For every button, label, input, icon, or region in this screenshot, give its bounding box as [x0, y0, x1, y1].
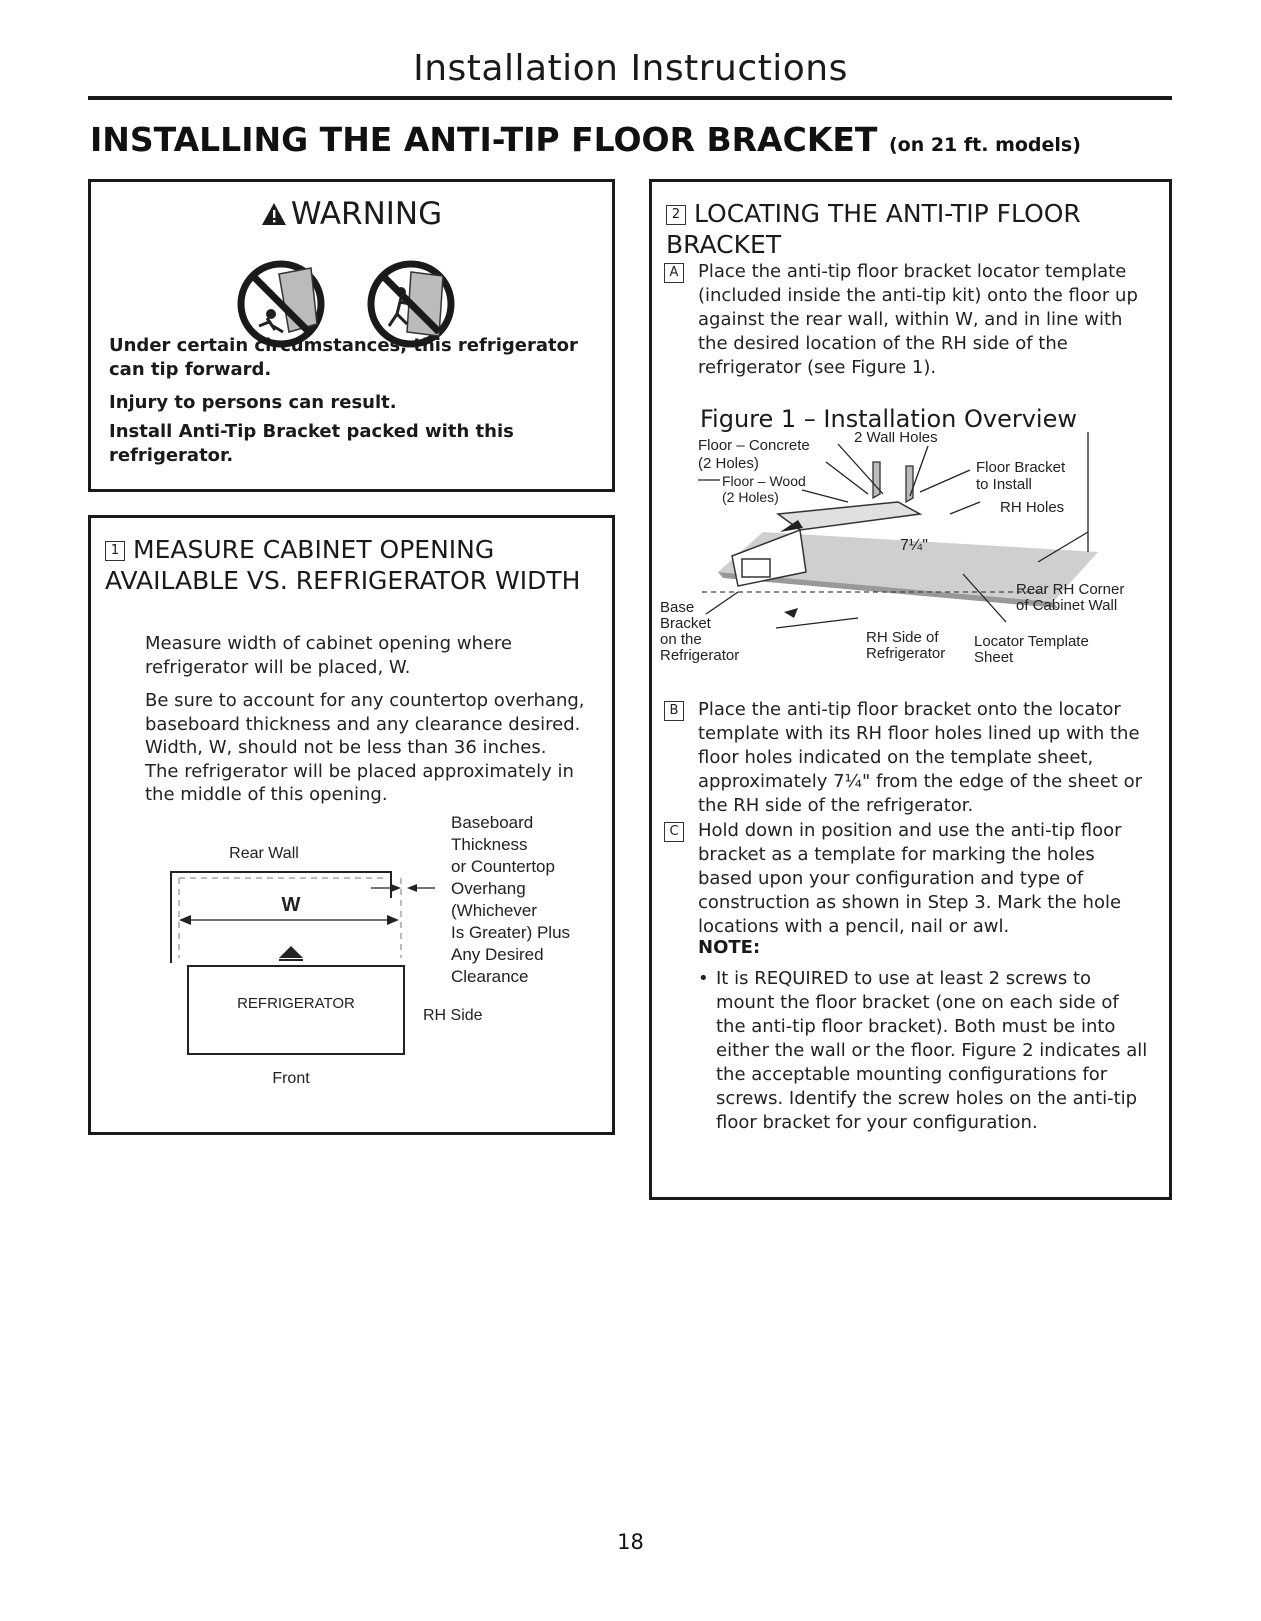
- note-text: It is REQUIRED to use at least 2 screws to mount the floor bracket (one on each side of the anti-tip floor bracket). Both must be into either the wall or the floor. Figure 2 indicates all the acceptable mounting configurations for screws. Identify the screw holes on the anti-tip floor bracket for your configuration.: [716, 968, 1148, 1133]
- item-b-label: B: [664, 701, 684, 721]
- width-w-label: W: [281, 894, 301, 916]
- climb-hazard-icon: [371, 264, 451, 344]
- section-title: [90, 120, 1081, 159]
- to-install-label: to Install: [976, 476, 1032, 493]
- baseboard-line-6: Is Greater) Plus: [451, 923, 571, 942]
- locator-template-label: Locator Template: [974, 633, 1089, 650]
- step1-paragraph-1: Measure width of cabinet opening where refrigerator will be placed, W.: [145, 633, 513, 678]
- warning-triangle-icon: [261, 198, 287, 234]
- page-header-title: Installation Instructions: [413, 48, 848, 89]
- step1-paragraph-2: Be sure to account for any countertop overhang, baseboard thickness and any clearance desired. Width, W, should not be less than 36 inches. The refrigerator will be placed approximately in the middle of this opening.: [145, 690, 585, 805]
- step1-number: 1: [105, 541, 125, 561]
- note-heading: NOTE:: [698, 937, 761, 958]
- rh-side-label: RH Side: [423, 1007, 483, 1024]
- cabinet-width-diagram: [151, 808, 591, 1098]
- floor-wood-label: Floor – Wood: [722, 473, 806, 489]
- warning-line-2: Injury to persons can result.: [109, 392, 397, 413]
- floor-bracket-label: Floor Bracket: [976, 459, 1066, 476]
- item-a-text: Place the anti-tip floor bracket locator template (included inside the anti-tip kit) onto the floor up against the rear wall, within W, and in line with the desired location of the RH side of the refrigerator (see Figure 1).: [698, 261, 1138, 378]
- baseboard-line-7: Any Desired: [451, 945, 544, 964]
- step2-item-a: [664, 260, 1144, 380]
- item-c-label: C: [664, 822, 684, 842]
- step2-heading-text: LOCATING THE ANTI-TIP FLOOR BRACKET: [666, 199, 1081, 259]
- step1-heading: [105, 534, 585, 596]
- item-b-text: Place the anti-tip floor bracket onto the locator template with its RH floor holes lined up with the floor holes indicated on the template sheet, approximately 7¼" from the edge of the sheet or the RH side of the refrigerator.: [698, 699, 1143, 816]
- step1-box: [88, 515, 615, 1135]
- wall-holes-label: 2 Wall Holes: [854, 432, 938, 446]
- baseboard-line-2: Thickness: [451, 835, 528, 854]
- installation-overview-diagram: [658, 432, 1128, 682]
- baseboard-line-5: (Whichever: [451, 901, 537, 920]
- page-number: 18: [617, 1530, 644, 1554]
- base-label: Base: [660, 599, 695, 616]
- item-c-text: Hold down in position and use the anti-tip floor bracket as a template for marking the holes based upon your configuration and type of construction as shown in Step 3. Mark the hole locations with a pencil, nail or awl.: [698, 820, 1122, 937]
- warning-line-1: Under certain circumstances, this refrigerator can tip forward.: [109, 335, 578, 380]
- step2-box: [649, 179, 1172, 1200]
- cabinet-wall-label: of Cabinet Wall: [1016, 597, 1118, 614]
- step2-number: 2: [666, 205, 686, 225]
- step2-item-b: [664, 698, 1144, 818]
- warning-heading: [91, 196, 612, 234]
- bracket-label: Bracket: [660, 615, 711, 632]
- warning-heading-text: WARNING: [290, 196, 443, 232]
- sheet-label: Sheet: [974, 649, 1014, 666]
- header-rule: [88, 96, 1172, 100]
- warning-line-3: Install Anti-Tip Bracket packed with this refrigerator.: [109, 421, 514, 466]
- note-item: [698, 967, 1148, 1135]
- step1-body: [145, 632, 585, 817]
- on-the-label: on the: [660, 631, 702, 648]
- refrigerator-label: REFRIGERATOR: [237, 995, 355, 1012]
- section-title-main: INSTALLING THE ANTI-TIP FLOOR BRACKET: [90, 120, 878, 159]
- two-holes-label-1: (2 Holes): [698, 455, 759, 472]
- tip-hazard-icon: [241, 264, 321, 344]
- refrigerator-label-1: Refrigerator: [660, 647, 740, 664]
- item-a-label: A: [664, 263, 684, 283]
- front-label: Front: [272, 1070, 310, 1087]
- floor-concrete-label: Floor – Concrete: [698, 437, 810, 454]
- rh-holes-label: RH Holes: [1000, 499, 1065, 516]
- baseboard-line-4: Overhang: [451, 879, 526, 898]
- step1-heading-text: MEASURE CABINET OPENING AVAILABLE VS. REFRIGERATOR WIDTH: [105, 535, 581, 595]
- rh-side-of-label: RH Side of: [866, 629, 939, 646]
- rear-rh-corner-label: Rear RH Corner: [1016, 581, 1125, 598]
- note-bullet: •: [698, 968, 709, 989]
- direction-arrow-icon: [279, 946, 303, 958]
- dimension-label: 7¼": [900, 537, 928, 554]
- baseboard-line-3: or Countertop: [451, 857, 555, 876]
- step2-item-c: [664, 819, 1144, 939]
- baseboard-line-8: Clearance: [451, 967, 529, 986]
- two-holes-label-2: (2 Holes): [722, 489, 779, 505]
- step2-heading: [666, 198, 1146, 260]
- baseboard-line-1: Baseboard: [451, 813, 534, 832]
- figure-1-title: Figure 1 – Installation Overview: [700, 405, 1077, 433]
- warning-box: [88, 179, 615, 492]
- refrigerator-label-2: Refrigerator: [866, 645, 946, 662]
- section-title-suffix: (on 21 ft. models): [888, 134, 1081, 156]
- rear-wall-label: Rear Wall: [229, 845, 299, 862]
